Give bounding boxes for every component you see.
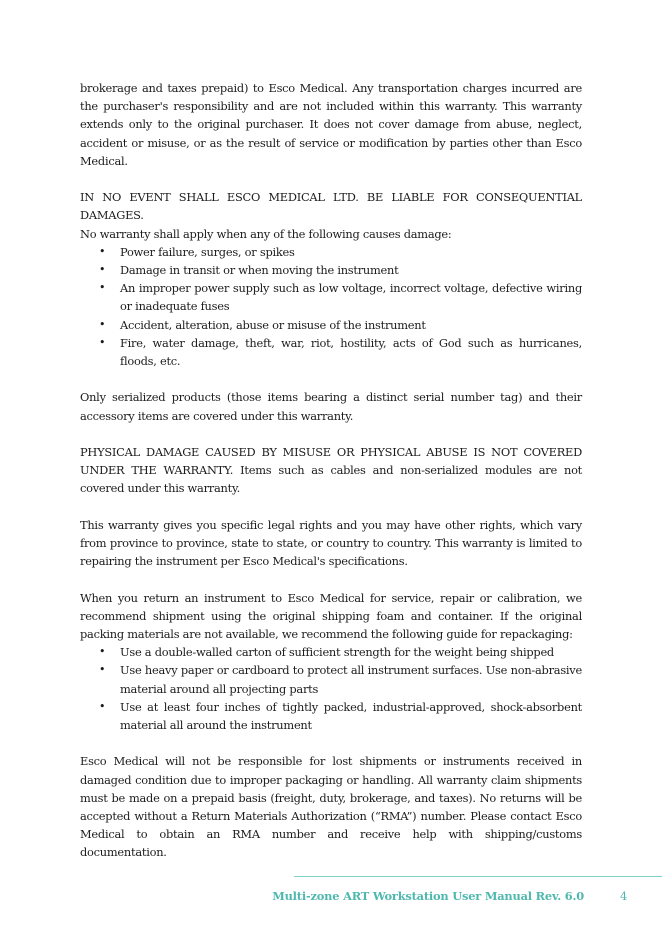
repack-guide-list: [80, 643, 582, 734]
page-number: 4: [620, 889, 628, 903]
paragraph-legal-rights: This warranty gives you specific legal rights and you may have other rights, which vary from province to province, state to state, or country to country. This warranty is limited to repairing the instrument per Esco Medical's specifications.: [80, 517, 582, 569]
damage-causes-list: [80, 243, 582, 370]
bullet-icon: •: [99, 645, 106, 659]
bullet-icon: •: [99, 263, 106, 277]
paragraph-return-shipment: When you return an instrument to Esco Medical for service, repair or calibration, we recommend shipment using the original shipping foam and container. If the original packing materials are not available, we recommend the following guide for repackaging:: [80, 590, 582, 642]
bullet-icon: •: [99, 699, 106, 713]
list-item: • Fire, water damage, theft, war, riot, hostility, acts of God such as hurricanes, floods, etc.: [99, 335, 582, 369]
bullet-icon: •: [99, 281, 106, 295]
paragraph-lost-shipments: Esco Medical will not be responsible for lost shipments or instruments received in damaged condition due to improper packaging or handling. All warranty claim shipments must be made on a prepaid basis (freight, duty, brokerage, and taxes). No returns will be accepted without a Return Materials Authorization (“RMA”) number. Please contact Esco Medical to obtain an RMA number and receive help with shipping/customs documentation.: [80, 754, 582, 860]
paragraph-liability-intro: No warranty shall apply when any of the following causes damage:: [80, 226, 452, 241]
paragraph-liability-heading: IN NO EVENT SHALL ESCO MEDICAL LTD. BE LIABLE FOR CONSEQUENTIAL DAMAGES.: [80, 190, 582, 223]
list-item: • Damage in transit or when moving the instrument: [80, 261, 582, 279]
bullet-icon: •: [99, 244, 106, 258]
bullet-icon: •: [99, 317, 106, 331]
document-body: [80, 79, 582, 862]
paragraph-shipping: brokerage and taxes prepaid) to Esco Medical. Any transportation charges incurred are the purchaser's responsibility and are not included within this warranty. This warranty extends only to the original purchaser. It does not cover damage from abuse, neglect, accident or misuse, or as the result of service or modification by parties other than Esco Medical.: [80, 81, 582, 168]
list-item: • Use heavy paper or cardboard to protect all instrument surfaces. Use non-abrasive material around all projecting parts: [99, 663, 582, 696]
paragraph-serialized: Only serialized products (those items bearing a distinct serial number tag) and their accessory items are covered under this warranty.: [80, 390, 582, 423]
list-item: • Power failure, surges, or spikes: [80, 243, 582, 261]
footer-title: Multi-zone ART Workstation User Manual Rev. 6.0: [272, 889, 584, 903]
footer-divider: [294, 876, 662, 877]
list-item: • Use a double-walled carton of sufficient strength for the weight being shipped: [80, 643, 582, 661]
paragraph-physical-damage: PHYSICAL DAMAGE CAUSED BY MISUSE OR PHYSICAL ABUSE IS NOT COVERED UNDER THE WARRANTY. Items such as cables and non-serialized modules are not covered under this warranty.: [80, 445, 582, 496]
bullet-icon: •: [99, 335, 106, 349]
list-item: • Use at least four inches of tightly packed, industrial-approved, shock-absorbent material all around the instrument: [99, 699, 582, 733]
bullet-icon: •: [99, 663, 106, 677]
list-item: • Accident, alteration, abuse or misuse of the instrument: [80, 316, 582, 334]
list-item: • An improper power supply such as low voltage, incorrect voltage, defective wiring or inadequate fuses: [99, 281, 582, 314]
